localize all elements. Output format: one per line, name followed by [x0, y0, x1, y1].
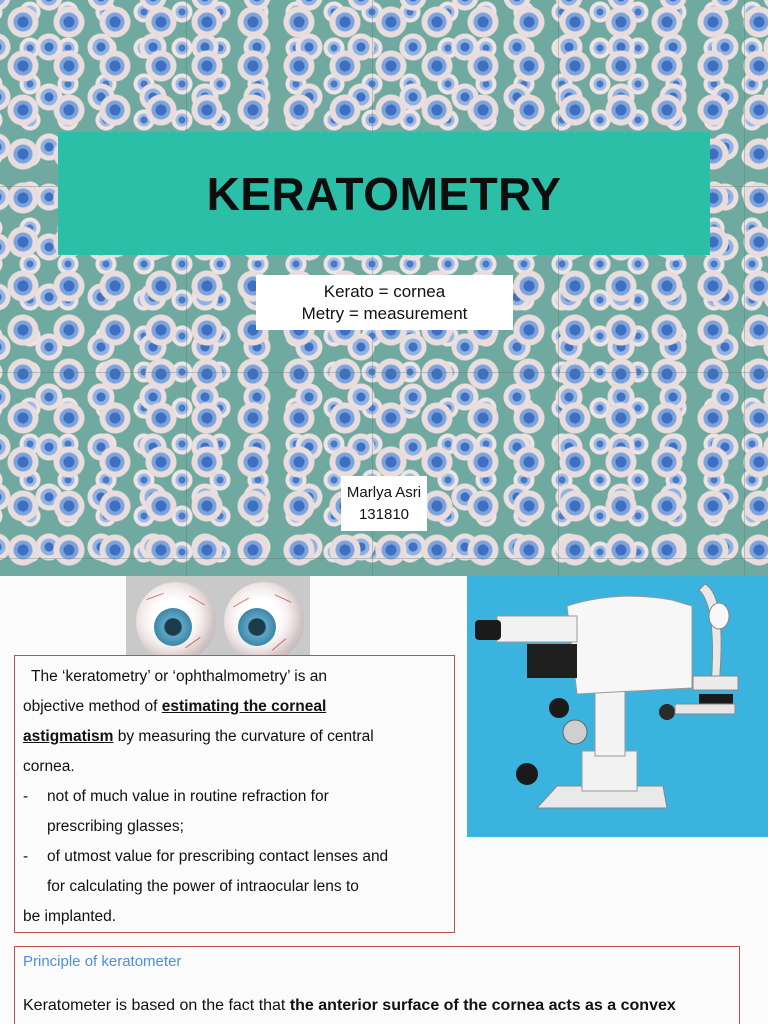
description-box	[14, 655, 455, 933]
definition-metry: Metry = measurement	[301, 303, 468, 323]
definition-kerato: Kerato = cornea	[323, 281, 446, 301]
intro-text: The ‘keratometry’ or ‘ophthalmometry’ is an	[31, 668, 328, 685]
keratometer-icon	[467, 576, 768, 837]
principle-text-bold: the anterior surface of the cornea acts as a convex	[289, 997, 676, 1014]
bullet-item	[23, 782, 446, 812]
keratometer-photo	[467, 576, 768, 837]
emphasis-text: astigmatism	[23, 728, 114, 745]
intro-text: cornea.	[23, 758, 75, 775]
content-slide	[0, 576, 768, 1024]
bullet-dash: -	[23, 788, 29, 805]
pattern-seam	[0, 372, 768, 373]
eyeball-icon	[224, 582, 304, 662]
principle-heading: Principle of keratometer	[23, 953, 182, 970]
pattern-seam	[0, 558, 768, 559]
author-name: Marlya Asri	[346, 483, 422, 501]
bullet-dash: -	[23, 848, 29, 865]
principle-text	[23, 997, 676, 1015]
eyeballs-image	[126, 576, 310, 662]
principle-text-start: Keratometer is based on the fact that	[23, 997, 290, 1014]
bullet-text: of utmost value for prescribing contact lenses and	[47, 848, 389, 865]
principle-box	[14, 946, 740, 1024]
author-id: 131810	[358, 505, 410, 523]
bullet-text: for calculating the power of intraocular lens to	[47, 878, 359, 895]
intro-text: by measuring the curvature of central	[113, 728, 374, 745]
title-banner	[58, 132, 710, 255]
author-box	[341, 476, 427, 531]
intro-text: objective method of	[23, 698, 162, 715]
slide-title: KERATOMETRY	[206, 167, 562, 220]
bullet-text: prescribing glasses;	[47, 818, 184, 835]
bullet-item	[23, 842, 446, 872]
pattern-seam	[744, 0, 745, 576]
pattern-seam	[558, 0, 559, 576]
bullet-text: be implanted.	[23, 908, 117, 925]
bullet-text: not of much value in routine refraction for	[47, 788, 329, 805]
emphasis-text: estimating the corneal	[161, 698, 327, 715]
pattern-seam	[186, 0, 187, 576]
eyeball-icon	[136, 582, 216, 662]
definition-box	[256, 275, 513, 330]
